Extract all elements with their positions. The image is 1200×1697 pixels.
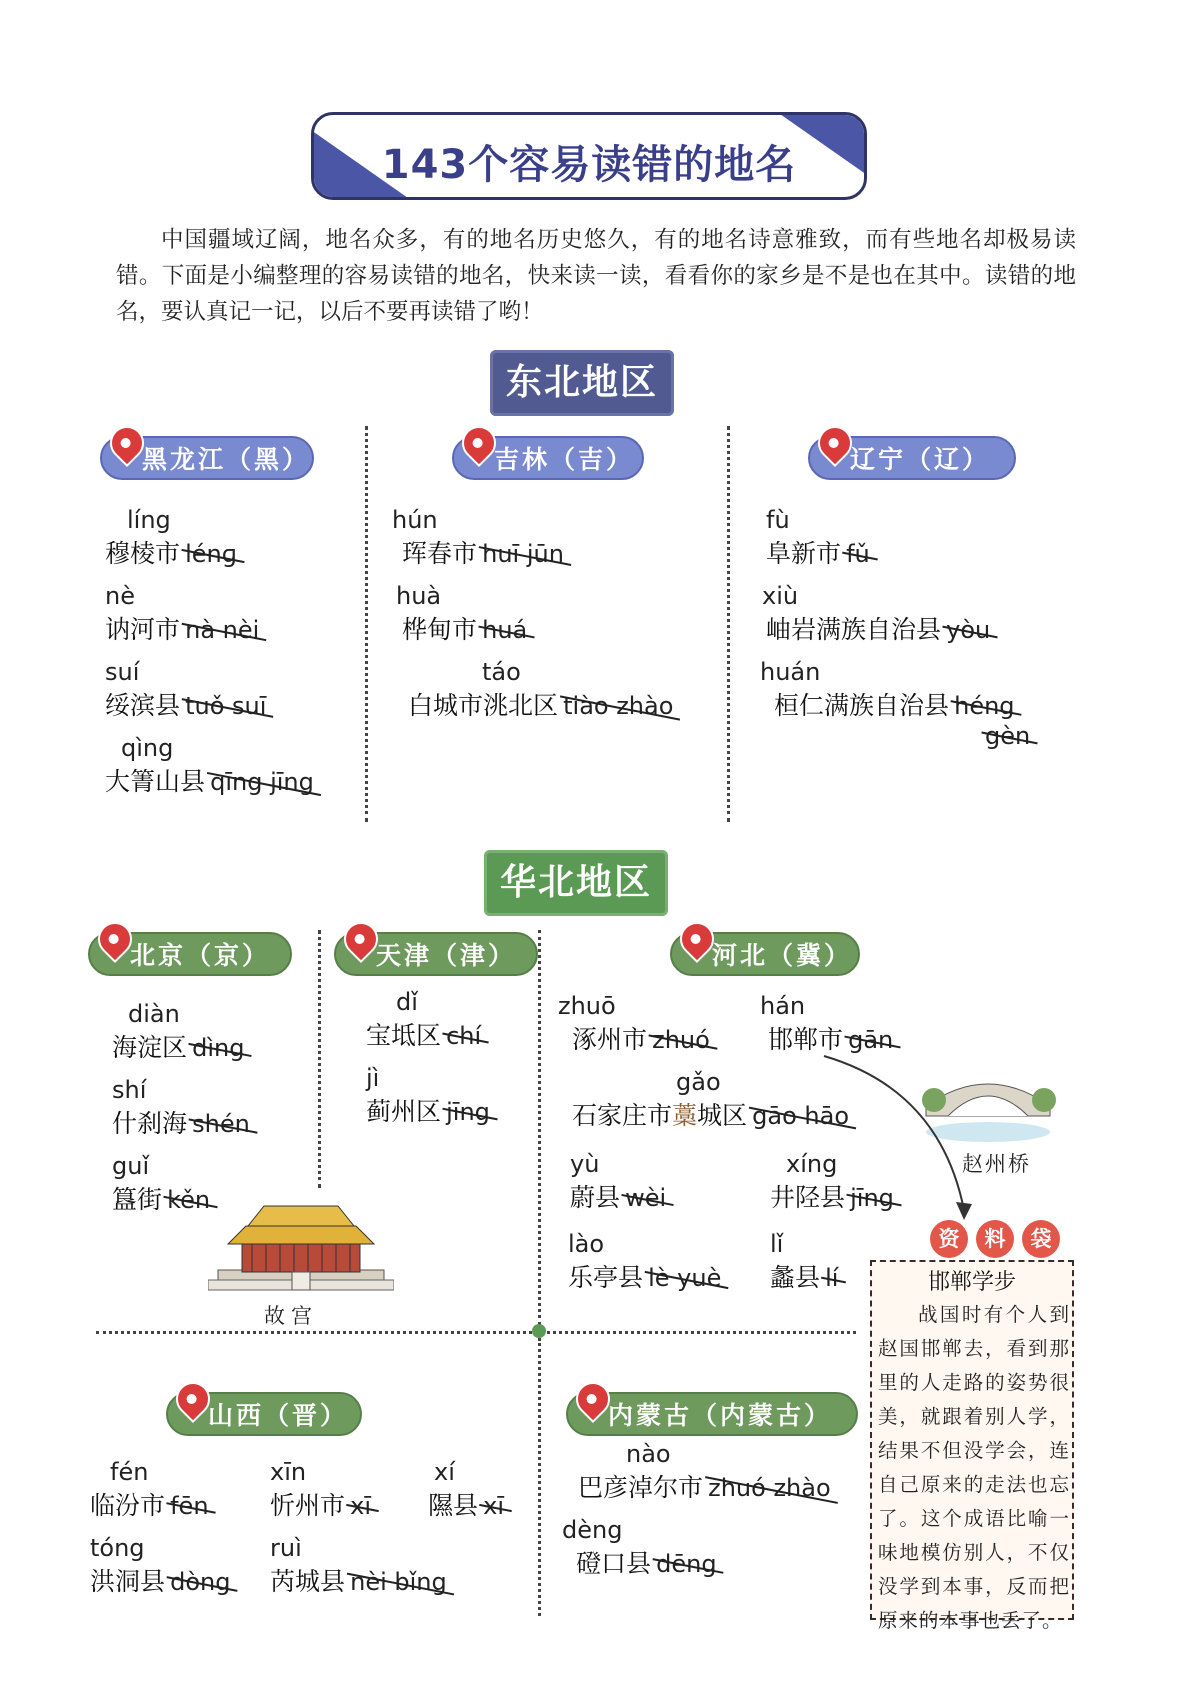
bridge-caption: 赵州桥 xyxy=(962,1152,1031,1176)
province-shanxi xyxy=(166,1392,362,1436)
place-name: 洪洞县 xyxy=(90,1567,166,1596)
province-jilin xyxy=(452,436,644,480)
tag-char: 袋 xyxy=(1022,1220,1060,1258)
data-bag-tag xyxy=(930,1220,1074,1260)
pinyin-wrong: fǔ xyxy=(846,540,870,568)
entry-jizhou xyxy=(366,1064,490,1128)
entry-nehe xyxy=(105,582,259,646)
entry-gaocheng xyxy=(572,1068,849,1132)
data-bag-title: 邯郸学步 xyxy=(927,1270,1016,1295)
entry-hongtong xyxy=(90,1534,230,1598)
province-tianjin xyxy=(334,932,538,976)
pinyin-correct: líng xyxy=(127,506,171,534)
pinyin-wrong: lénɡ xyxy=(185,540,237,568)
pinyin-wrong: qīng jīng xyxy=(210,768,314,796)
place-name: 城区 xyxy=(697,1101,748,1130)
entry-guijie xyxy=(112,1152,210,1216)
column-divider xyxy=(538,930,541,1325)
pinyin-wrong: tuǒ suī xyxy=(185,692,267,720)
pinyin-correct: suí xyxy=(105,658,140,686)
pinyin-correct: shí xyxy=(112,1076,147,1104)
entry-lixian xyxy=(770,1230,838,1294)
pinyin-correct: xiù xyxy=(762,582,799,610)
pinyin-wrong: xī xyxy=(350,1492,371,1520)
place-name: 簋街 xyxy=(112,1185,163,1214)
pinyin-correct: huán xyxy=(760,658,821,686)
place-name: 临汾市 xyxy=(90,1491,166,1520)
place-name: 乐亭县 xyxy=(568,1263,644,1292)
entry-hunchun xyxy=(392,506,564,570)
province-beijing xyxy=(88,932,292,976)
place-name: 邯郸市 xyxy=(768,1025,844,1054)
place-name: 白城市洮北区 xyxy=(408,691,559,720)
pinyin-wrong: jīng xyxy=(850,1184,894,1212)
entry-xiuyan xyxy=(762,582,990,646)
entry-xixian xyxy=(428,1458,504,1522)
place-name: 宝坻区 xyxy=(366,1021,442,1050)
column-divider xyxy=(365,426,368,822)
pinyin-wrong: dìng xyxy=(192,1034,245,1062)
pinyin-wrong: chí xyxy=(446,1022,482,1050)
pinyin-correct: nè xyxy=(105,582,135,610)
page-title: 143个容易读错的地名 xyxy=(381,142,797,188)
data-bag-body: 战国时有个人到赵国邯郸去，看到那里的人走路的姿势很美，就跟着别人学，结果不但没学会，连自己原来的走法也忘了。这个成语比喻一味地模仿别人，不仅没学到本事，反而把原来的本事也丢了。 xyxy=(878,1303,1070,1632)
pinyin-correct: yù xyxy=(570,1150,600,1178)
province-label: 河北（冀） xyxy=(712,941,853,970)
tag-char: 料 xyxy=(976,1220,1014,1258)
place-name: 蠡县 xyxy=(770,1263,821,1292)
pinyin-correct: ruì xyxy=(270,1534,302,1562)
divider-dot xyxy=(532,1324,546,1338)
column-divider xyxy=(727,426,730,822)
pinyin-wrong: huī jūn xyxy=(482,540,564,568)
place-name: 珲春市 xyxy=(402,539,478,568)
entry-laoting xyxy=(568,1230,721,1294)
pinyin-wrong: dēng xyxy=(656,1550,717,1578)
pinyin-correct: dèng xyxy=(562,1516,623,1544)
pinyin-correct: zhuō xyxy=(558,992,616,1020)
region-banner-north: 华北地区 xyxy=(484,850,668,916)
province-label: 吉林（吉） xyxy=(494,445,635,474)
entry-bayannaoer xyxy=(578,1440,831,1504)
pinyin-wrong: jīng xyxy=(446,1098,490,1126)
pinyin-correct: xīn xyxy=(270,1458,307,1486)
pinyin-correct: nào xyxy=(626,1440,671,1468)
province-heilongjiang xyxy=(100,436,314,480)
pinyin-correct: táo xyxy=(482,658,521,686)
pinyin-correct: huà xyxy=(396,582,442,610)
pinyin-correct: guǐ xyxy=(112,1152,150,1180)
entry-haidian xyxy=(112,1000,244,1064)
pinyin-wrong: dòng xyxy=(170,1568,231,1596)
pinyin-wrong: zhuó xyxy=(652,1026,710,1054)
pinyin-correct: fù xyxy=(766,506,790,534)
region-banner-northeast: 东北地区 xyxy=(490,350,674,416)
entry-daqingshan xyxy=(105,734,314,798)
place-name: 大箐山县 xyxy=(105,767,206,796)
place-name: 芮城县 xyxy=(270,1567,346,1596)
entry-suibin xyxy=(105,658,266,722)
pinyin-wrong: wèi xyxy=(625,1184,667,1212)
province-liaoning xyxy=(808,436,1016,480)
entry-linfen xyxy=(90,1458,209,1522)
entry-ruicheng xyxy=(270,1534,447,1598)
place-name: 磴口县 xyxy=(576,1549,652,1578)
pinyin-correct: tóng xyxy=(90,1534,145,1562)
province-neimenggu xyxy=(566,1392,858,1436)
pinyin-wrong: gān xyxy=(848,1026,894,1054)
pinyin-wrong: shén xyxy=(192,1110,250,1138)
place-name: 桓仁满族自治县 xyxy=(774,691,950,720)
place-name: 石家庄市 xyxy=(572,1101,673,1130)
entry-yuxian xyxy=(570,1150,666,1214)
pinyin-correct: dǐ xyxy=(396,988,418,1016)
pinyin-wrong: yòu xyxy=(946,616,991,644)
tag-char: 资 xyxy=(930,1220,968,1258)
forbidden-city-illustration xyxy=(208,1196,394,1292)
entry-taobei xyxy=(408,658,673,722)
pinyin-correct: xí xyxy=(434,1458,455,1486)
province-label: 辽宁（辽） xyxy=(850,445,991,474)
column-divider xyxy=(538,1338,541,1616)
place-name: 蓟州区 xyxy=(366,1097,442,1126)
pinyin-correct: xíng xyxy=(786,1150,838,1178)
pinyin-correct: gǎo xyxy=(676,1068,721,1096)
title-banner xyxy=(311,112,867,200)
place-name: 巴彦淖尔市 xyxy=(578,1473,704,1502)
place-name: 讷河市 xyxy=(105,615,181,644)
pinyin-correct: diàn xyxy=(128,1000,180,1028)
place-name: 穆棱市 xyxy=(105,539,181,568)
pinyin-correct: jì xyxy=(366,1064,380,1092)
place-name: 绥滨县 xyxy=(105,691,181,720)
entry-xinzhou xyxy=(270,1458,371,1522)
pinyin-correct: lǐ xyxy=(770,1230,784,1258)
pinyin-correct: qìng xyxy=(121,734,174,762)
pinyin-wrong: lí xyxy=(825,1264,839,1292)
province-label: 山西（晋） xyxy=(208,1401,349,1430)
entry-mulingshi xyxy=(105,506,237,570)
palace-caption: 故宫 xyxy=(264,1304,318,1328)
entry-huadian xyxy=(396,582,527,646)
entry-dengkou xyxy=(562,1516,717,1580)
pinyin-wrong: huá xyxy=(482,616,528,644)
place-name: 海淀区 xyxy=(112,1033,188,1062)
province-hebei xyxy=(670,932,860,976)
province-label: 黑龙江（黑） xyxy=(142,445,311,474)
entry-zhuozhou xyxy=(558,992,710,1056)
pinyin-wrong: tiào zhào xyxy=(563,692,674,720)
pinyin-correct: hán xyxy=(760,992,806,1020)
pinyin-wrong: nà nèi xyxy=(185,616,260,644)
pinyin-wrong: xī xyxy=(483,1492,504,1520)
row-divider xyxy=(96,1331,856,1334)
entry-fuxin xyxy=(766,506,870,570)
province-label: 北京（京） xyxy=(130,941,271,970)
place-name: 岫岩满族自治县 xyxy=(766,615,942,644)
place-name: 什刹海 xyxy=(112,1109,188,1138)
place-name: 涿州市 xyxy=(572,1025,648,1054)
entry-baodi xyxy=(366,988,481,1052)
pinyin-wrong: fēn xyxy=(170,1492,209,1520)
pinyin-correct: fén xyxy=(110,1458,149,1486)
entry-huanren xyxy=(760,658,1030,750)
pinyin-wrong: kěn xyxy=(167,1186,211,1214)
place-name: 阜新市 xyxy=(766,539,842,568)
column-divider xyxy=(318,930,321,1188)
entry-handan xyxy=(760,992,893,1056)
pinyin-wrong: héng xyxy=(954,692,1015,720)
pinyin-wrong: gāo hāo xyxy=(752,1102,849,1130)
place-name-highlight: 藁 xyxy=(672,1101,698,1130)
province-label: 天津（津） xyxy=(376,941,517,970)
pinyin-correct: lào xyxy=(568,1230,605,1258)
link-arrow xyxy=(820,1050,1000,1230)
pinyin-wrong: nèi bǐng xyxy=(350,1568,447,1596)
pinyin-wrong: zhuó zhào xyxy=(708,1474,831,1502)
intro-paragraph: 中国疆域辽阔，地名众多，有的地名历史悠久，有的地名诗意雅致，而有些地名却极易读错。下面是小编整理的容易读错的地名，快来读一读，看看你的家乡是不是也在其中。读错的地名，要认真记一记，以后不要再读错了哟！ xyxy=(116,227,1076,325)
place-name: 隰县 xyxy=(428,1491,479,1520)
province-label: 内蒙古（内蒙古） xyxy=(608,1401,833,1430)
pinyin-correct: hún xyxy=(392,506,438,534)
pinyin-wrong: gèn xyxy=(985,722,1031,750)
place-name: 桦甸市 xyxy=(402,615,478,644)
entry-shichahai xyxy=(112,1076,250,1140)
pinyin-wrong: lè yuè xyxy=(648,1264,722,1292)
place-name: 井陉县 xyxy=(770,1183,846,1212)
place-name: 忻州市 xyxy=(270,1491,346,1520)
place-name: 蔚县 xyxy=(570,1183,621,1212)
